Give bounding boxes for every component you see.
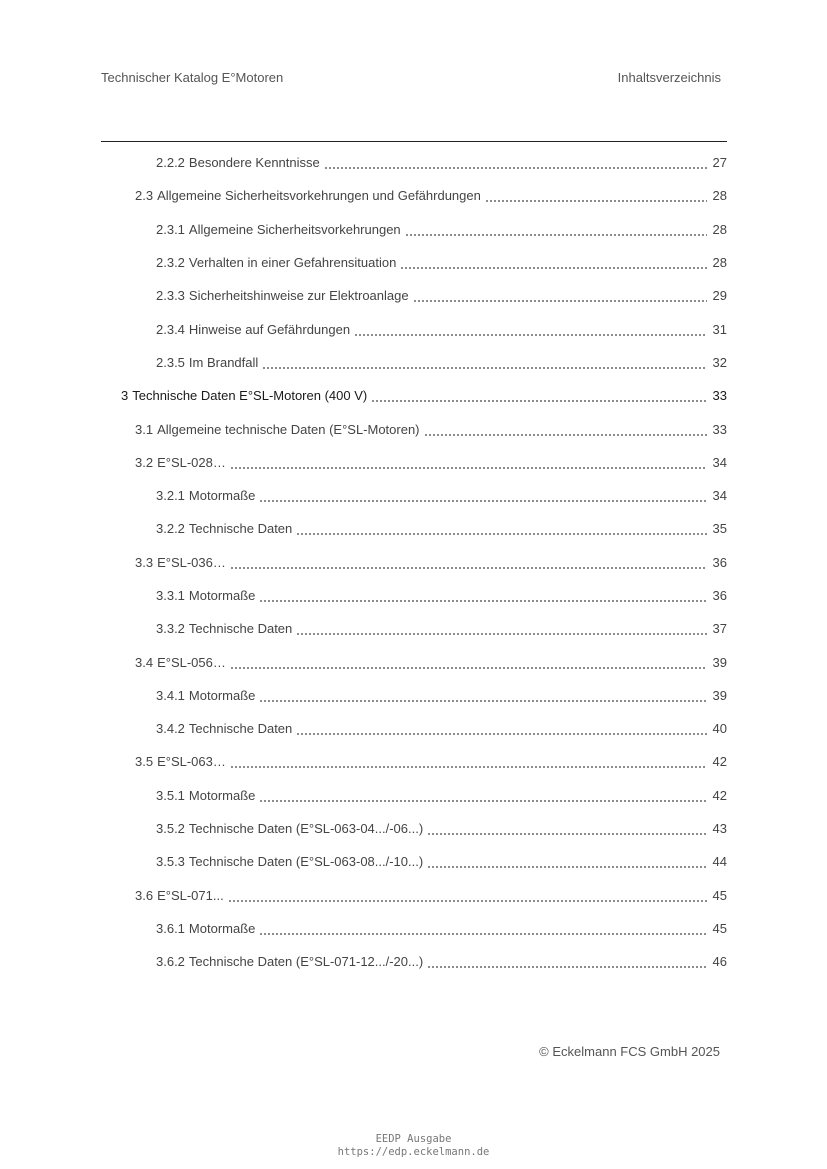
toc-dot-leader xyxy=(427,856,707,869)
toc-dot-leader xyxy=(230,756,707,769)
toc-entry-title: Technische Daten xyxy=(188,621,293,637)
footer xyxy=(0,1133,827,1159)
toc-entry-number: 2.3 xyxy=(135,188,154,204)
toc-entry-number: 3.6.1 xyxy=(156,920,185,936)
toc-entry-title: Besondere Kenntnisse xyxy=(188,155,320,171)
toc-entry-page: 34 xyxy=(712,488,727,504)
toc-entry[interactable] xyxy=(101,645,727,678)
toc-entry-title: E°SL-028… xyxy=(157,454,226,470)
toc-dot-leader xyxy=(427,823,707,836)
toc-entry[interactable] xyxy=(101,446,727,479)
toc-entry[interactable] xyxy=(101,379,727,412)
toc-entry-title: E°SL-071... xyxy=(157,887,224,903)
toc-entry[interactable] xyxy=(101,779,727,812)
footer-edition-label: EEDP Ausgabe xyxy=(375,1133,452,1145)
footer-url-link[interactable]: https://edp.eckelmann.de xyxy=(337,1146,490,1158)
toc-dot-leader xyxy=(230,457,707,470)
toc-entry[interactable] xyxy=(101,712,727,745)
toc-entry-number: 2.2.2 xyxy=(156,155,185,171)
toc-entry-number: 3.2 xyxy=(135,454,154,470)
toc-entry-title: Technische Daten (E°SL-063-08.../-10...) xyxy=(188,854,424,870)
toc-entry-page: 37 xyxy=(712,621,727,637)
toc-entry-number: 3 xyxy=(121,388,129,404)
toc-entry-number: 3.3.1 xyxy=(156,588,185,603)
toc-entry[interactable] xyxy=(101,412,727,445)
toc-entry[interactable] xyxy=(101,512,727,545)
toc-entry[interactable] xyxy=(101,546,727,579)
toc-entry-number: 2.3.1 xyxy=(156,221,185,237)
toc-entry-title: Hinweise auf Gefährdungen xyxy=(188,321,351,337)
toc-dot-leader xyxy=(324,157,707,170)
toc-entry-number: 3.4.2 xyxy=(156,721,185,737)
toc-dot-leader xyxy=(296,523,707,536)
toc-entry-number: 3.3.2 xyxy=(156,621,185,637)
toc-entry[interactable] xyxy=(101,679,727,712)
toc-entry-number: 3.5.2 xyxy=(156,821,185,837)
toc-entry-number: 3.5.1 xyxy=(156,787,185,803)
toc-entry-page: 45 xyxy=(712,887,727,903)
toc-entry-title: Motormaße xyxy=(188,920,256,936)
toc-entry-page: 36 xyxy=(712,588,727,603)
toc-entry-page: 31 xyxy=(712,321,727,337)
toc-entry-title: E°SL-063… xyxy=(157,754,226,770)
toc-dot-leader xyxy=(262,357,707,370)
toc-entry-number: 3.1 xyxy=(135,421,154,437)
toc-entry-number: 3.6 xyxy=(135,887,154,903)
header-section-title: Inhaltsverzeichnis xyxy=(617,70,721,85)
toc-entry-number: 2.3.5 xyxy=(156,354,185,370)
header-catalog-title: Technischer Katalog E°Motoren xyxy=(101,70,284,85)
toc-dot-leader xyxy=(371,390,707,403)
toc-entry-title: E°SL-056… xyxy=(157,654,226,670)
toc-entry-page: 27 xyxy=(712,155,727,171)
toc-entry-number: 3.2.1 xyxy=(156,488,185,504)
toc-entry[interactable] xyxy=(101,612,727,645)
toc-entry-page: 33 xyxy=(712,388,727,404)
toc-entry-page: 32 xyxy=(712,354,727,370)
toc-dot-leader xyxy=(259,923,707,936)
toc-dot-leader xyxy=(427,956,707,969)
toc-dot-leader xyxy=(259,590,707,603)
toc-dot-leader xyxy=(259,790,707,803)
toc-entry-page: 36 xyxy=(712,554,727,570)
toc-entry-page: 46 xyxy=(712,954,727,970)
toc-dot-leader xyxy=(230,657,707,670)
toc-dot-leader xyxy=(485,190,707,203)
toc-dot-leader xyxy=(259,690,707,703)
toc-entry[interactable] xyxy=(101,179,727,212)
toc-entry-title: Motormaße xyxy=(188,787,256,803)
toc-dot-leader xyxy=(259,490,707,503)
toc-dot-leader xyxy=(354,324,707,337)
toc-entry-title: Verhalten in einer Gefahrensituation xyxy=(188,255,397,271)
toc-entry-page: 42 xyxy=(712,754,727,770)
table-of-contents xyxy=(101,146,727,978)
toc-entry-page: 35 xyxy=(712,521,727,537)
toc-entry-title: Technische Daten xyxy=(188,521,293,537)
toc-entry-title: Motormaße xyxy=(188,687,256,703)
toc-dot-leader xyxy=(228,890,707,903)
toc-entry-title: Sicherheitshinweise zur Elektroanlage xyxy=(188,288,409,304)
toc-entry-number: 3.6.2 xyxy=(156,954,185,970)
toc-entry-page: 28 xyxy=(712,221,727,237)
toc-entry-title: Motormaße xyxy=(188,488,256,504)
toc-dot-leader xyxy=(296,623,707,636)
toc-entry-number: 3.2.2 xyxy=(156,521,185,537)
toc-entry-number: 2.3.2 xyxy=(156,255,185,271)
toc-entry-title: Technische Daten (E°SL-071-12.../-20...) xyxy=(188,954,424,970)
toc-entry-number: 3.3 xyxy=(135,554,154,570)
toc-dot-leader xyxy=(296,723,707,736)
toc-entry-number: 3.5 xyxy=(135,754,154,770)
toc-entry[interactable] xyxy=(101,246,727,279)
toc-entry-title: Im Brandfall xyxy=(188,354,259,370)
toc-entry[interactable] xyxy=(101,812,727,845)
toc-entry[interactable] xyxy=(101,346,727,379)
toc-entry-page: 42 xyxy=(712,787,727,803)
toc-entry-title: Technische Daten E°SL-Motoren (400 V) xyxy=(132,388,368,404)
toc-entry-page: 43 xyxy=(712,821,727,837)
toc-entry-title: Allgemeine Sicherheitsvorkehrungen und Gefährdungen xyxy=(157,188,481,204)
toc-entry-number: 3.5.3 xyxy=(156,854,185,870)
toc-entry-page: 45 xyxy=(712,920,727,936)
toc-entry-title: Technische Daten (E°SL-063-04.../-06...) xyxy=(188,821,424,837)
toc-dot-leader xyxy=(230,557,707,570)
toc-entry-page: 28 xyxy=(712,255,727,271)
toc-entry[interactable] xyxy=(101,579,727,612)
toc-entry[interactable] xyxy=(101,146,727,179)
toc-dot-leader xyxy=(400,257,707,270)
toc-dot-leader xyxy=(405,224,707,237)
toc-entry-number: 3.4.1 xyxy=(156,687,185,703)
toc-entry[interactable] xyxy=(101,213,727,246)
toc-entry-title: Allgemeine Sicherheitsvorkehrungen xyxy=(188,221,401,237)
toc-entry-page: 39 xyxy=(712,654,727,670)
toc-entry-page: 34 xyxy=(712,454,727,470)
toc-entry-title: E°SL-036… xyxy=(157,554,226,570)
toc-entry-page: 33 xyxy=(712,421,727,437)
toc-entry[interactable] xyxy=(101,945,727,978)
toc-entry[interactable] xyxy=(101,912,727,945)
toc-dot-leader xyxy=(413,290,707,303)
toc-entry-title: Allgemeine technische Daten (E°SL-Motoren) xyxy=(157,421,420,437)
toc-entry-title: Motormaße xyxy=(188,588,256,603)
toc-dot-leader xyxy=(424,424,707,437)
header-divider xyxy=(101,141,727,142)
copyright-notice: © Eckelmann FCS GmbH 2025 xyxy=(539,1044,720,1059)
toc-entry-page: 44 xyxy=(712,854,727,870)
toc-entry-number: 3.4 xyxy=(135,654,154,670)
toc-entry[interactable] xyxy=(101,312,727,345)
toc-entry-number: 2.3.4 xyxy=(156,321,185,337)
toc-entry[interactable] xyxy=(101,745,727,778)
toc-entry-number: 2.3.3 xyxy=(156,288,185,304)
toc-entry[interactable] xyxy=(101,279,727,312)
toc-entry[interactable] xyxy=(101,479,727,512)
toc-entry[interactable] xyxy=(101,879,727,912)
toc-entry-page: 29 xyxy=(712,288,727,304)
toc-entry-page: 28 xyxy=(712,188,727,204)
toc-entry-page: 39 xyxy=(712,687,727,703)
toc-entry-title: Technische Daten xyxy=(188,721,293,737)
toc-entry[interactable] xyxy=(101,845,727,878)
toc-entry-page: 40 xyxy=(712,721,727,737)
